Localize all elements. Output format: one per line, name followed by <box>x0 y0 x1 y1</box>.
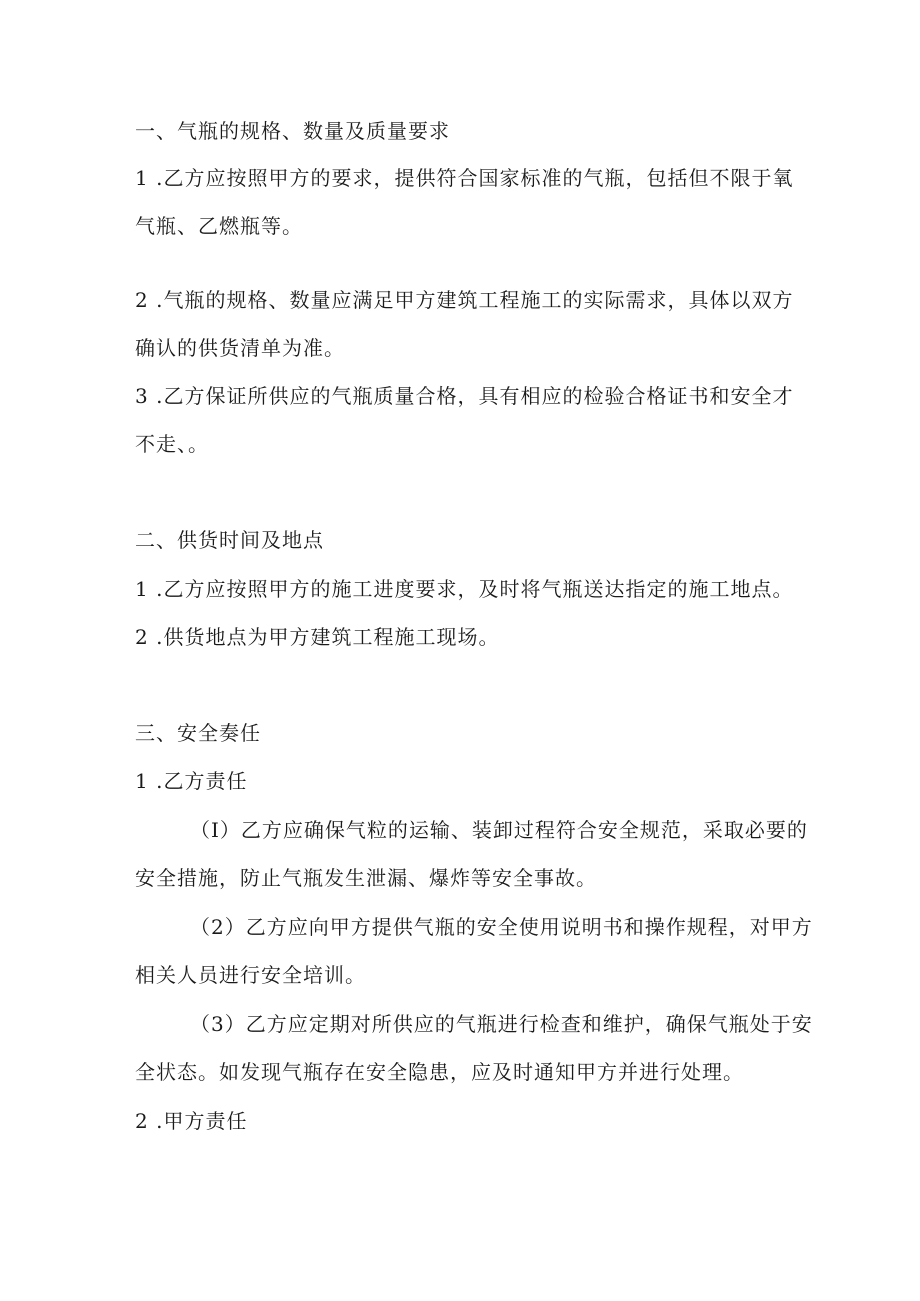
paragraph-line: （3）乙方应定期对所供应的气瓶进行检查和维护，确保气瓶处于安 <box>190 1012 813 1036</box>
paragraph-line: 3 .乙方保证所供应的气瓶质量合格，具有相应的检验合格证书和安全才 <box>135 384 794 408</box>
paragraph-line: 安全措施，防止气瓶发生泄漏、爆炸等安全事故。 <box>135 866 597 890</box>
paragraph-line: （I）乙方应确保气粒的运输、装卸过程符合安全规范，采取必要的 <box>190 818 808 842</box>
paragraph-line: 1 .乙方应按照甲方的施工进度要求，及时将气瓶送达指定的施工地点。 <box>135 577 794 601</box>
paragraph-line: 2 .供货地点为甲方建筑工程施工现场。 <box>135 625 500 649</box>
paragraph-line: 2 .气瓶的规格、数量应满足甲方建筑工程施工的实际需求，具体以双方 <box>135 288 794 312</box>
section-heading-specifications: 一、气瓶的规格、数量及质量要求 <box>135 119 450 143</box>
paragraph-line: 气瓶、乙燃瓶等。 <box>135 214 303 238</box>
section-heading-safety: 三、安全奏任 <box>135 721 261 745</box>
section-heading-delivery: 二、供货时间及地点 <box>135 528 324 552</box>
subsection-heading-party-a: 2 .甲方责任 <box>135 1109 248 1133</box>
paragraph-line: 相关人员进行安全培训。 <box>135 963 366 987</box>
paragraph-line: 1 .乙方应按照甲方的要求，提供符合国家标准的气瓶，包括但不限于氧 <box>135 166 794 190</box>
paragraph-line: （2）乙方应向甲方提供气瓶的安全使用说明书和操作规程，对甲方 <box>190 915 813 939</box>
subsection-heading-party-b: 1 .乙方责任 <box>135 769 248 793</box>
paragraph-line: 不走、。 <box>135 432 209 456</box>
paragraph-line: 全状态。如发现气瓶存在安全隐患，应及时通知甲方并进行处理。 <box>135 1060 744 1084</box>
paragraph-line: 确认的供货清单为准。 <box>135 336 345 360</box>
